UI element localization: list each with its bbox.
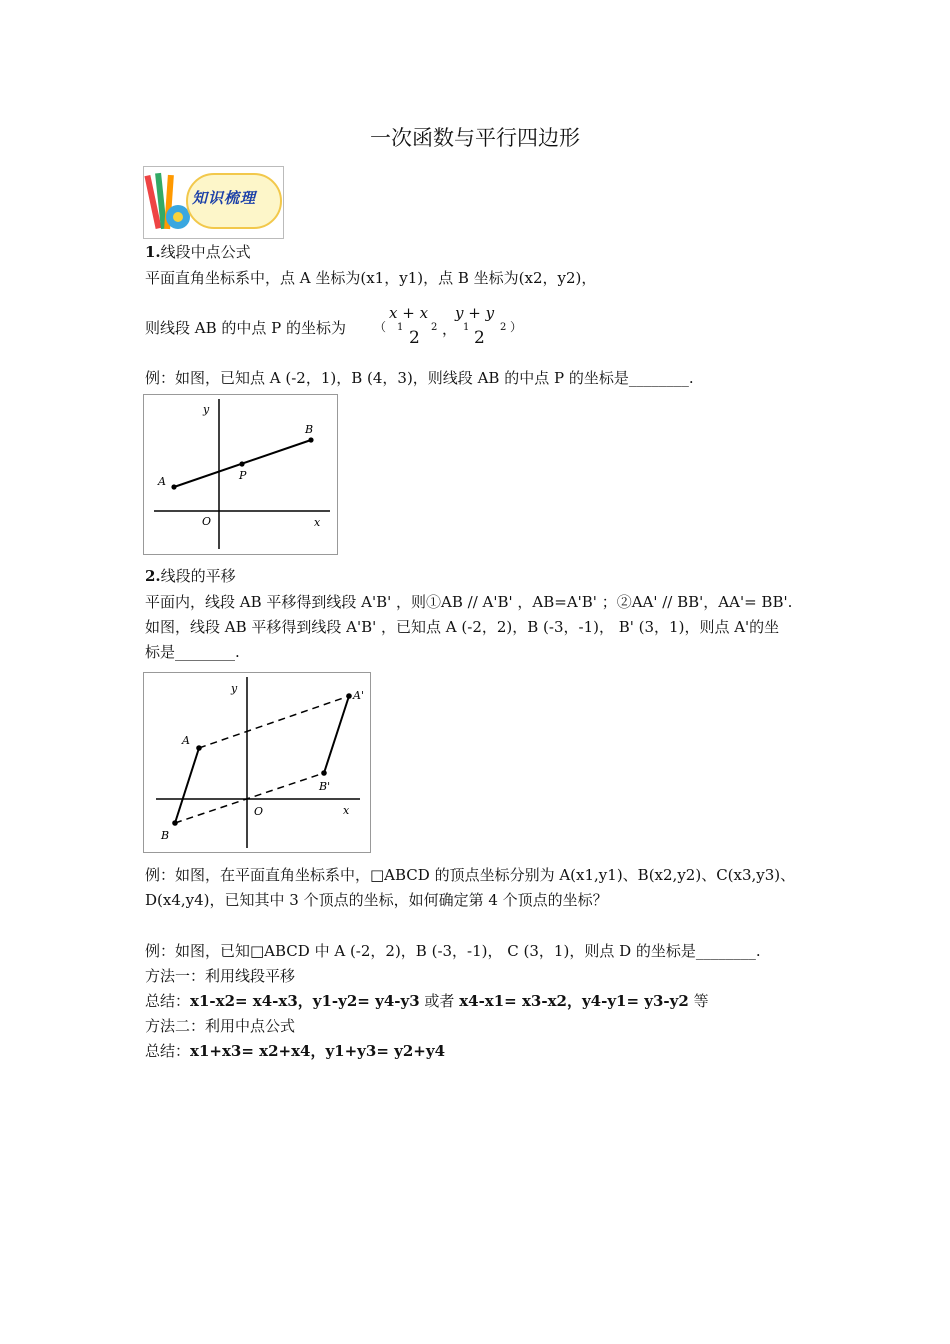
summary-2 <box>145 1041 445 1061</box>
example-parallelogram-2: 例：如图，已知□ABCD 中 A (-2，2)，B (-3，-1)， C (3，1)，则点 D 的坐标是________. <box>145 942 761 960</box>
label-b: B <box>161 829 170 842</box>
formula-denominator-x: 2 <box>409 328 420 348</box>
label-p: P <box>239 469 247 482</box>
summary-1-or: 或者 <box>419 992 460 1010</box>
point-a <box>171 484 176 489</box>
formula-numerator-x: x + x <box>389 304 429 322</box>
dashed-aa <box>199 696 349 748</box>
point-a <box>196 745 202 751</box>
badge-label: 知识梳理 <box>192 189 257 207</box>
method-1: 方法一：利用线段平移 <box>145 967 296 985</box>
summary-2-label: 总结： <box>145 1042 191 1060</box>
formula-open: （ <box>374 320 387 334</box>
page-title: 一次函数与平行四边形 <box>370 126 580 150</box>
label-y: y <box>203 403 210 416</box>
formula-sub-y1: 1 <box>463 322 470 333</box>
section-2-heading <box>145 566 236 586</box>
section-2-number: 2. <box>145 567 161 585</box>
formula-comma: ， <box>442 320 458 338</box>
label-a: A <box>182 734 190 747</box>
formula-sub-y2: 2 <box>500 322 507 333</box>
section-2-line-2: 如图，线段 AB 平移得到线段 A'B' ，已知点 A (-2，2)，B (-3，-1)， B' (3，1)，则点 A'的坐 <box>145 618 780 636</box>
figure-midpoint-svg <box>144 395 337 554</box>
segment-ab <box>175 748 199 823</box>
dashed-bb <box>175 773 324 823</box>
section-1-example: 例：如图，已知点 A (-2，1)，B (4，3)，则线段 AB 的中点 P 的坐标是________. <box>145 369 694 387</box>
section-2-title: 线段的平移 <box>160 567 236 585</box>
summary-1-formula-a: x1-x2= x4-x3，y1-y2= y4-y3 <box>190 992 420 1010</box>
summary-1-formula-b: x4-x1= x3-x2，y4-y1= y3-y2 <box>459 992 689 1010</box>
section-2-line-3: 标是________. <box>145 643 240 661</box>
example-parallelogram-line-1: 例：如图，在平面直角坐标系中，□ABCD 的顶点坐标分别为 A(x1,y1)、B(x2,y2)、C(x3,y3)、 <box>145 866 796 884</box>
figure-translation-svg <box>144 673 370 852</box>
method-2: 方法二：利用中点公式 <box>145 1017 296 1035</box>
label-b: B <box>305 423 314 436</box>
point-p <box>239 461 244 466</box>
section-1-line-1: 平面直角坐标系中，点 A 坐标为(x1，y1)，点 B 坐标为(x2，y2)， <box>145 269 597 287</box>
knowledge-badge <box>143 166 284 239</box>
formula-close: ） <box>510 320 523 334</box>
formula-sub-x1: 1 <box>397 322 404 333</box>
label-a-prime: A' <box>353 689 364 702</box>
label-x: x <box>343 804 350 817</box>
label-o: O <box>202 515 212 528</box>
section-1-title: 线段中点公式 <box>160 243 251 261</box>
label-a: A <box>158 475 166 488</box>
formula-sub-x2: 2 <box>431 322 438 333</box>
summary-2-formula: x1+x3= x2+x4，y1+y3= y2+y4 <box>190 1042 446 1060</box>
label-y: y <box>231 682 238 695</box>
figure-translation <box>143 672 371 853</box>
label-b-prime: B' <box>319 780 331 793</box>
figure-midpoint <box>143 394 338 555</box>
example-parallelogram-line-2: D(x4,y4)，已知其中 3 个顶点的坐标，如何确定第 4 个顶点的坐标？ <box>145 891 608 909</box>
section-1-heading <box>145 242 251 262</box>
summary-1 <box>145 991 709 1011</box>
segment-a2b2 <box>324 696 349 773</box>
label-x: x <box>314 516 321 529</box>
section-1-number: 1. <box>145 243 161 261</box>
section-1-line-2: 则线段 AB 的中点 P 的坐标为 <box>145 319 347 337</box>
formula-numerator-y: y + y <box>455 304 495 322</box>
point-b-prime <box>321 770 327 776</box>
section-2-line-1: 平面内，线段 AB 平移得到线段 A'B' ，则①AB // A'B' ，AB=A'B' ；②AA' // BB'，AA'= BB'. <box>145 593 793 611</box>
point-b <box>308 437 313 442</box>
point-a-prime <box>346 693 352 699</box>
summary-1-etc: 等 <box>688 992 709 1010</box>
point-b <box>172 820 178 826</box>
formula-denominator-y: 2 <box>474 328 485 348</box>
label-o: O <box>254 805 264 818</box>
summary-1-label: 总结： <box>145 992 191 1010</box>
